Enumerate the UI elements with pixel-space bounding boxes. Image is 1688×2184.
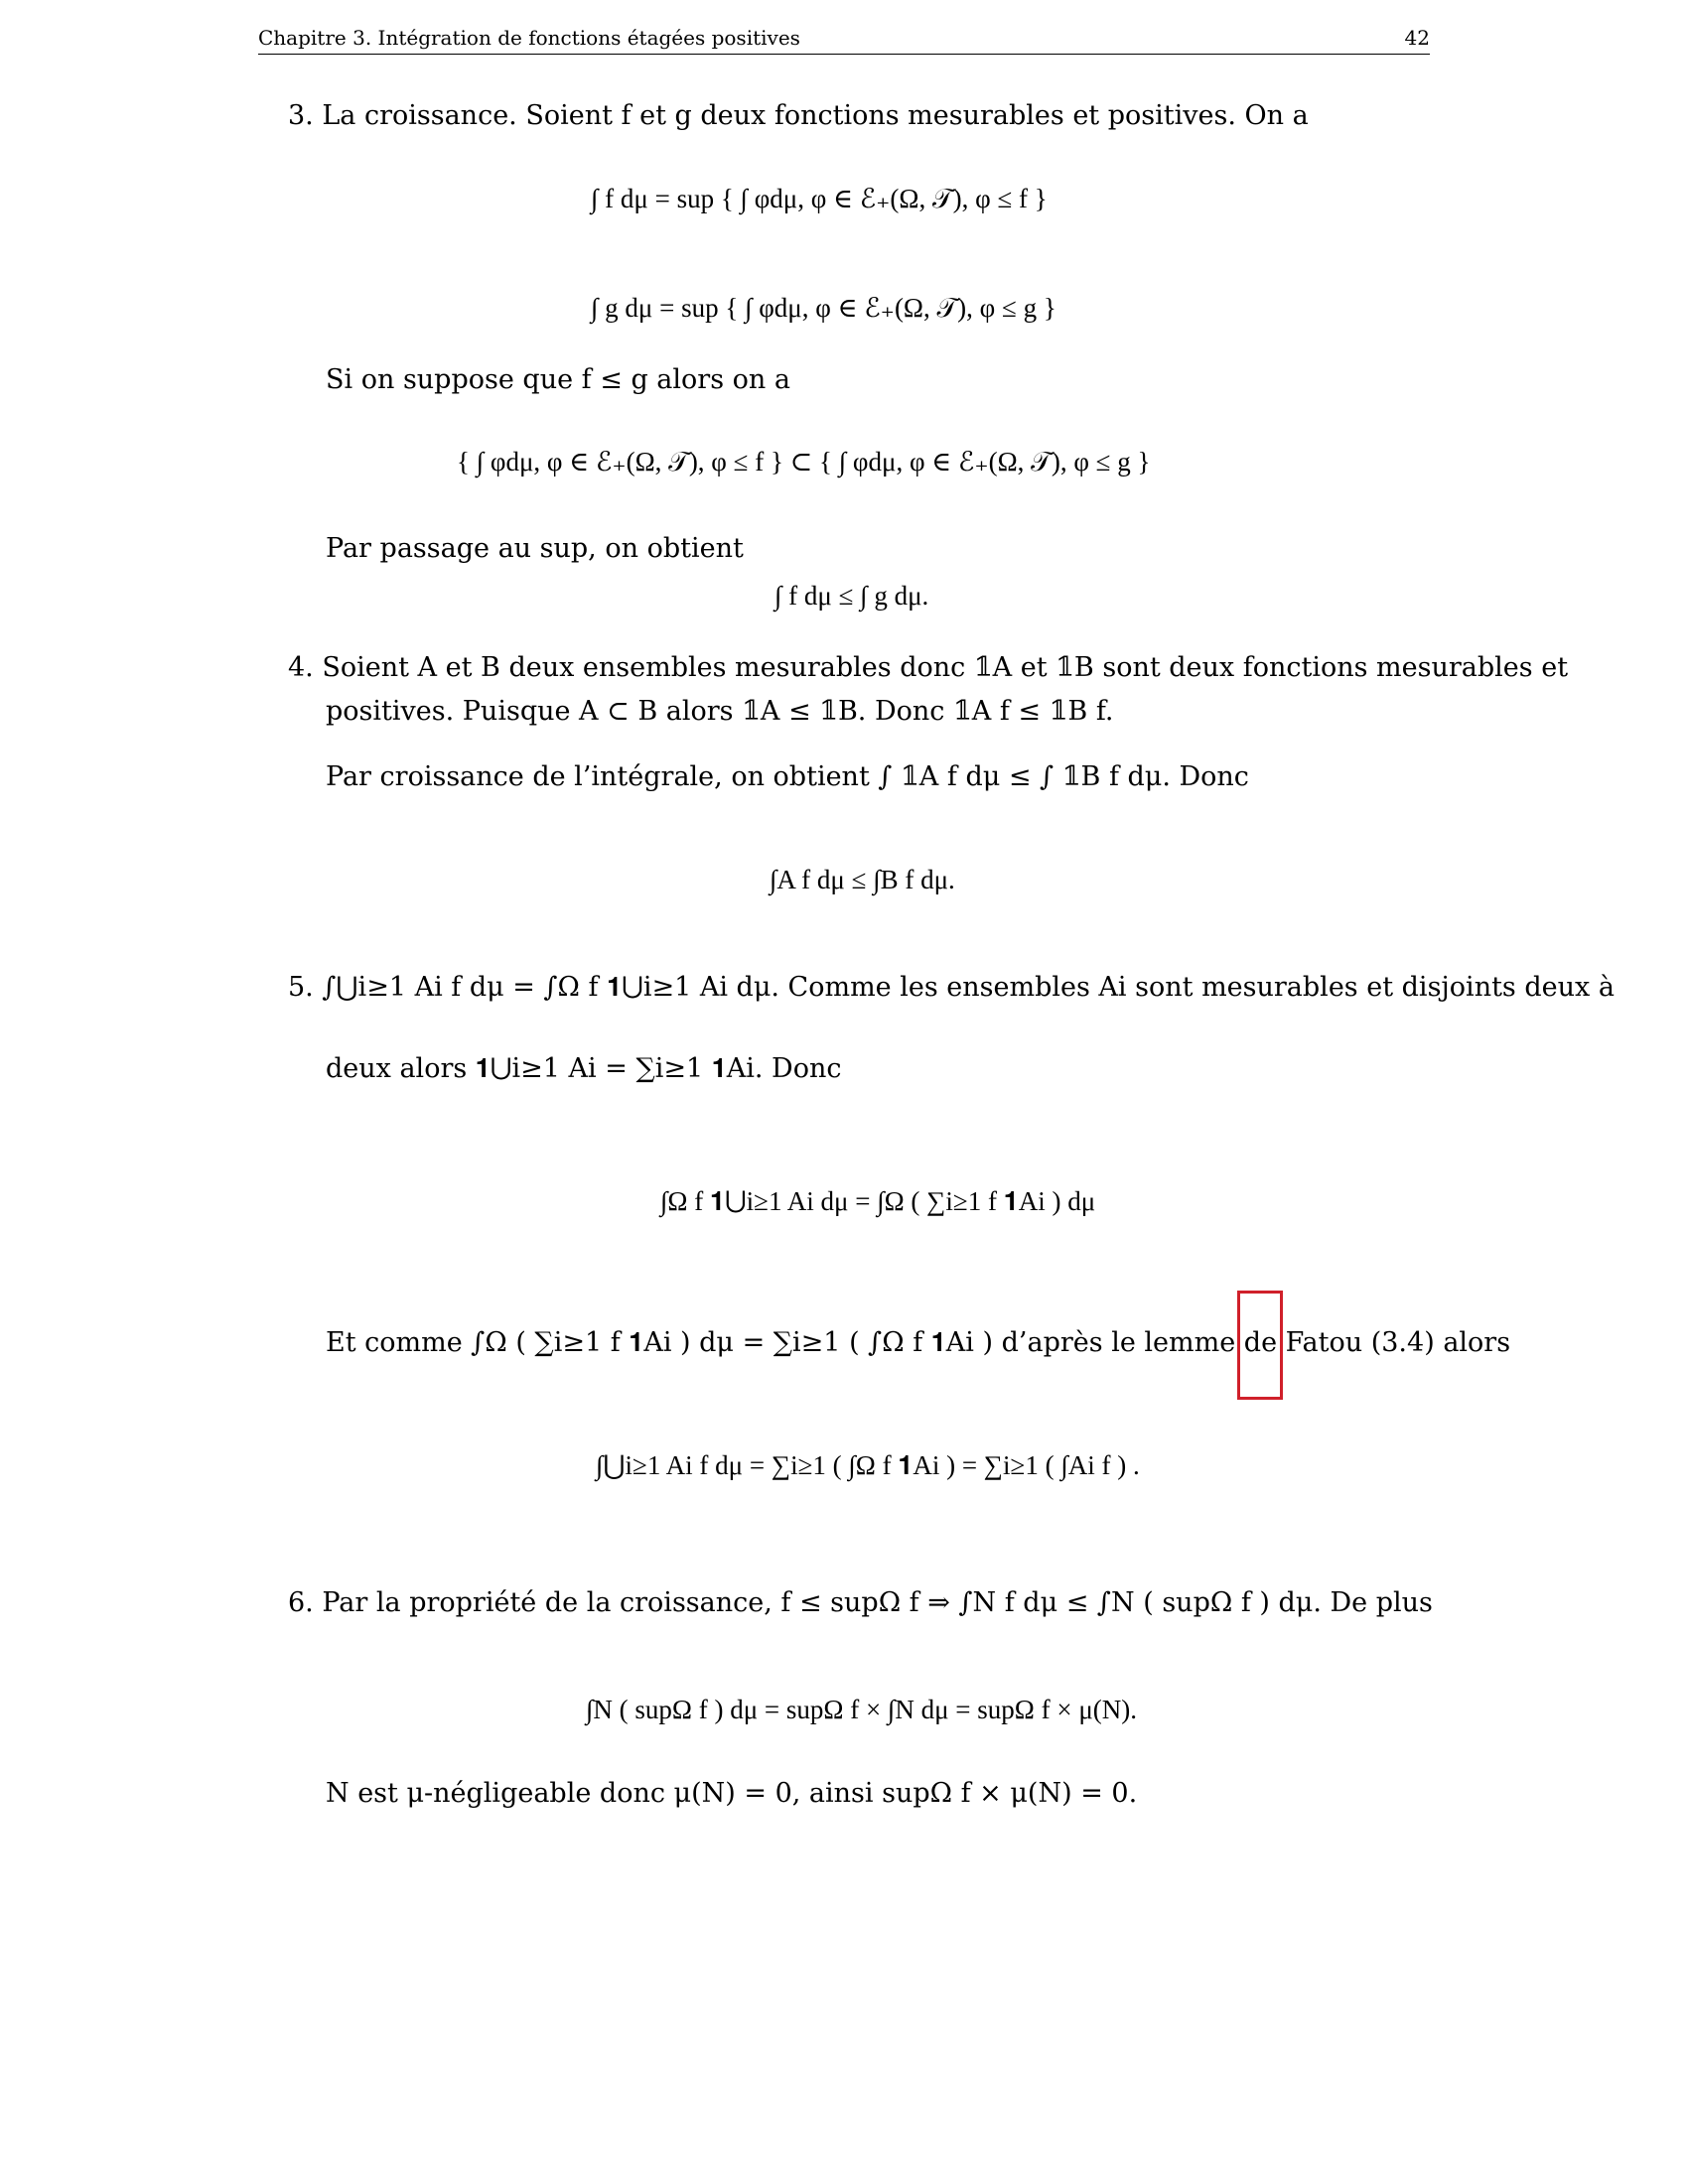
item-6-line-1: 6. Par la propriété de la croissance, f ≤ supΩ f ⇒ ∫N f dμ ≤ ∫N ( supΩ f ) dμ. De plus: [288, 1587, 1433, 1618]
item-5-line-2: deux alors 𝟏⋃i≥1 Ai = ∑i≥1 𝟏Ai. Donc: [326, 1053, 842, 1084]
item-5-line-3-text: Et comme ∫Ω ( ∑i≥1 f 𝟏Ai ) dμ = ∑i≥1 ( ∫Ω f 𝟏Ai ) d’après le lemme de Fatou (: [326, 1327, 1382, 1358]
reference-highlight-box: [1237, 1291, 1283, 1400]
equation-3-2: ∫ g dμ = sup { ∫ φdμ, φ ∈ ℰ₊(Ω, 𝒯), φ ≤ g }: [591, 293, 1056, 323]
item-3-suppose: Si on suppose que f ≤ g alors on a: [326, 364, 790, 395]
item-5-line-3-end: ) alors: [1424, 1327, 1511, 1358]
equation-6: ∫N ( supΩ f ) dμ = supΩ f × ∫N dμ = supΩ f × μ(N).: [586, 1695, 1138, 1724]
item-4-line-3: Par croissance de l’intégrale, on obtient ∫ 𝟙A f dμ ≤ ∫ 𝟙B f dμ. Donc: [326, 761, 1249, 792]
fatou-lemma-reference-link[interactable]: 3.4: [1381, 1327, 1425, 1358]
page-number: 42: [1404, 26, 1430, 50]
equation-3-4: ∫ f dμ ≤ ∫ g dμ.: [774, 581, 929, 611]
chapter-title: Chapitre 3. Intégration de fonctions étagées positives: [258, 26, 800, 50]
equation-5-1: ∫Ω f 𝟏⋃i≥1 Ai dμ = ∫Ω ( ∑i≥1 f 𝟏Ai ) dμ: [660, 1186, 1096, 1216]
item-5-line-3: [326, 1326, 1510, 1360]
equation-4: ∫A f dμ ≤ ∫B f dμ.: [770, 865, 955, 894]
equation-3-3: { ∫ φdμ, φ ∈ ℰ₊(Ω, 𝒯), φ ≤ f } ⊂ { ∫ φdμ, φ ∈ ℰ₊(Ω, 𝒯), φ ≤ g }: [457, 447, 1151, 477]
item-4-line-2: positives. Puisque A ⊂ B alors 𝟙A ≤ 𝟙B. Donc 𝟙A f ≤ 𝟙B f.: [326, 696, 1114, 727]
equation-5-2: ∫⋃i≥1 Ai f dμ = ∑i≥1 ( ∫Ω f 𝟏Ai ) = ∑i≥1 ( ∫Ai f ) .: [596, 1450, 1140, 1480]
item-4-line-1: 4. Soient A et B deux ensembles mesurables donc 𝟙A et 𝟙B sont deux fonctions mesurables et: [288, 652, 1569, 683]
item-3-passage: Par passage au sup, on obtient: [326, 533, 744, 564]
item-6-line-2: N est μ-négligeable donc μ(N) = 0, ainsi supΩ f × μ(N) = 0.: [326, 1778, 1138, 1809]
running-header: [258, 26, 1430, 55]
equation-3-1: ∫ f dμ = sup { ∫ φdμ, φ ∈ ℰ₊(Ω, 𝒯), φ ≤ f }: [591, 184, 1048, 213]
item-3-intro: 3. La croissance. Soient f et g deux fonctions mesurables et positives. On a: [288, 100, 1309, 131]
item-5-line-1: 5. ∫⋃i≥1 Ai f dμ = ∫Ω f 𝟏⋃i≥1 Ai dμ. Comme les ensembles Ai sont mesurables et disjoints deux à: [288, 972, 1615, 1003]
